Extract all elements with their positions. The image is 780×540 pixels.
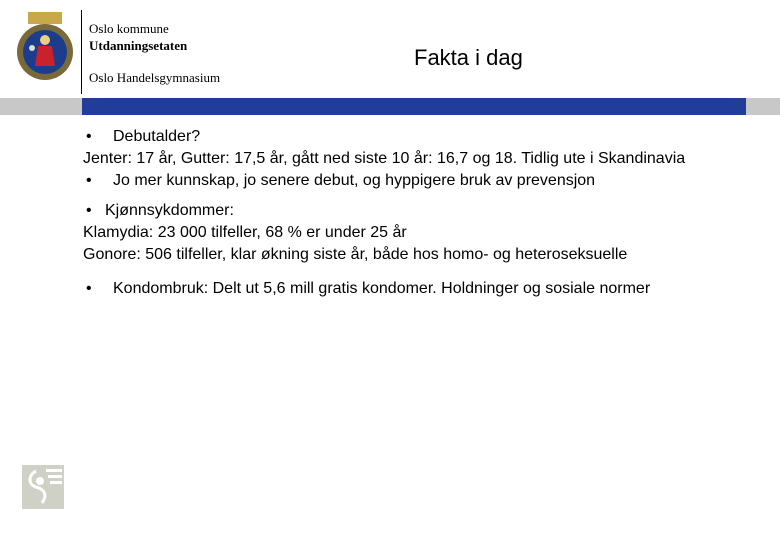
bullet-item: • Debutalder? [86,128,201,145]
school-logo-icon [22,465,64,509]
bullet-item: • Kjønnsykdommer: [86,202,234,219]
text-line: Klamydia: 23 000 tilfeller, 68 % er under 25 år [83,224,407,241]
header-bar-gray-right [746,98,780,115]
bullet-item: • Kondombruk: Delt ut 5,6 mill gratis kondomer. Holdninger og sosiale normer [86,280,651,297]
department-name: Utdanningsetaten [89,38,188,53]
header-divider [81,10,82,94]
slide-body [83,126,763,300]
bullet-item: • Jo mer kunnskap, jo senere debut, og hyppigere bruk av prevensjon [86,172,596,189]
org-name: Oslo kommune [89,21,169,36]
oslo-coat-of-arms-icon [14,10,76,82]
text-line: Gonore: 506 tilfeller, klar økning siste år, både hos homo- og heteroseksuelle [83,246,628,263]
text-line: Jenter: 17 år, Gutter: 17,5 år, gått ned siste 10 år: 16,7 og 18. Tidlig ute i Skandinavia [83,150,686,167]
header-bar-blue [82,98,746,115]
school-name: Oslo Handelsgymnasium [89,70,221,85]
slide-title: Fakta i dag [414,45,523,70]
header-bar-gray-left [0,98,82,115]
